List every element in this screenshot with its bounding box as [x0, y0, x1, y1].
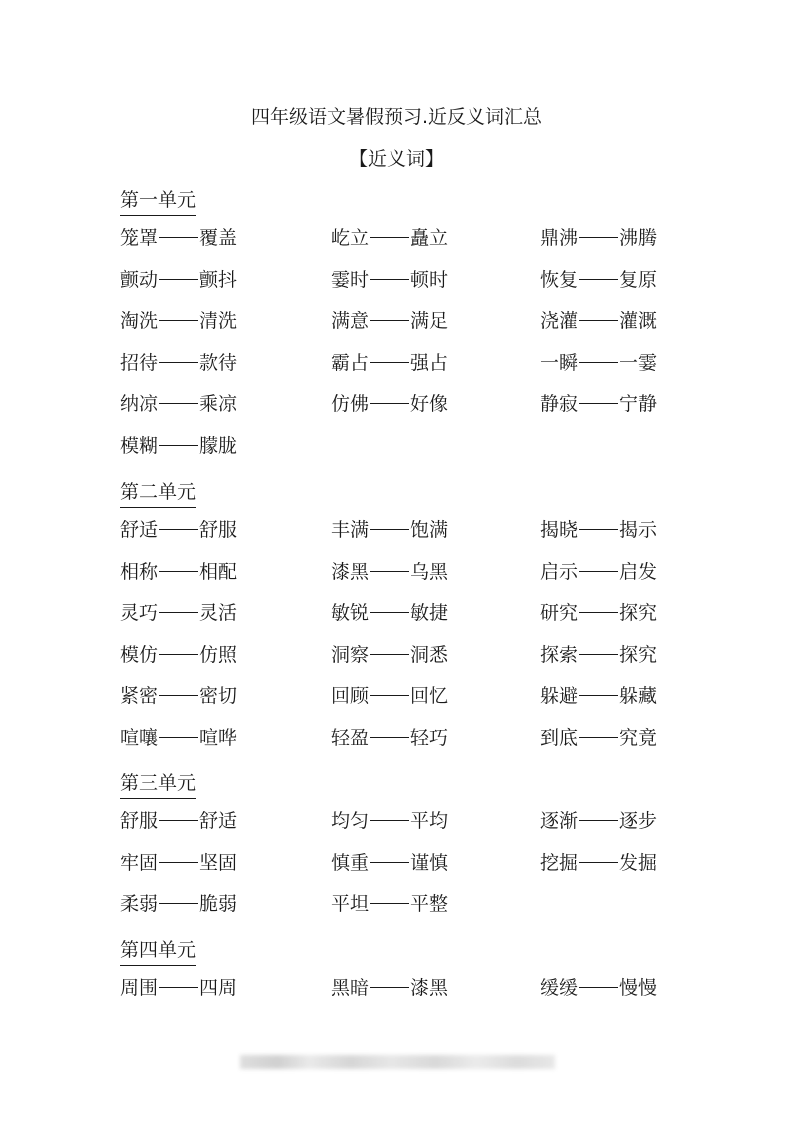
synonym-word: 沸腾: [619, 227, 658, 249]
synonym-pair: [331, 724, 448, 752]
synonym-pair: [331, 974, 448, 1002]
unit-title: 第三单元: [120, 770, 196, 799]
word-row: [120, 674, 720, 716]
word: 轻盈: [331, 726, 370, 749]
word: 舒服: [120, 810, 159, 832]
word: 周围: [120, 977, 159, 999]
dash-connector: [370, 737, 409, 738]
synonym-pair: [120, 974, 237, 1002]
dash-connector: [370, 529, 409, 530]
dash-connector: [370, 903, 409, 904]
word: 满意: [331, 310, 370, 333]
unit-section: [120, 187, 720, 466]
synonym-word: 脆弱: [199, 893, 238, 916]
word: 霎时: [331, 268, 370, 291]
dash-connector: [159, 903, 198, 904]
dash-connector: [579, 820, 618, 821]
synonym-word: 发掘: [619, 851, 658, 874]
synonym-pair: [120, 390, 237, 418]
dash-connector: [370, 695, 409, 696]
synonym-word: 复原: [619, 268, 658, 291]
synonym-word: 强占: [410, 351, 449, 374]
dash-connector: [159, 612, 198, 613]
synonym-word: 灵活: [199, 602, 238, 625]
word-row: [120, 882, 720, 924]
synonym-word: 坚固: [199, 851, 238, 874]
synonym-word: 饱满: [410, 519, 449, 541]
synonym-word: 究竟: [619, 726, 658, 749]
dash-connector: [370, 987, 409, 988]
word: 启示: [540, 560, 579, 583]
word-row: [120, 508, 720, 550]
page-title: 四年级语文暑假预习.近反义词汇总: [250, 106, 543, 128]
synonym-pair: [331, 599, 448, 627]
word: 洞察: [331, 643, 370, 666]
word: 慎重: [331, 851, 370, 874]
word: 舒适: [120, 519, 159, 541]
word-row: [120, 716, 720, 758]
synonym-word: 乌黑: [410, 560, 449, 583]
word: 到底: [540, 726, 579, 749]
dash-connector: [159, 362, 198, 363]
word: 静寂: [540, 393, 579, 416]
synonym-pair: [120, 349, 237, 377]
unit-section: [120, 479, 720, 758]
synonym-word: 回忆: [410, 685, 449, 708]
dash-connector: [159, 320, 198, 321]
synonym-pair: [331, 349, 448, 377]
synonym-word: 平均: [410, 810, 449, 832]
word: 鼎沸: [540, 227, 579, 249]
synonym-word: 相配: [199, 560, 238, 583]
synonym-word: 灌溉: [619, 310, 658, 333]
synonym-pair: [540, 558, 657, 586]
synonym-word: 平整: [410, 893, 449, 916]
synonym-pair: [540, 641, 657, 669]
synonym-pair: [120, 641, 237, 669]
synonym-pair: [120, 724, 237, 752]
synonym-word: 满足: [410, 310, 449, 333]
word: 回顾: [331, 685, 370, 708]
word: 敏锐: [331, 602, 370, 625]
synonym-pair: [120, 432, 237, 460]
word: 漆黑: [331, 560, 370, 583]
dash-connector: [579, 237, 618, 238]
dash-connector: [579, 320, 618, 321]
synonym-word: 逐步: [619, 810, 658, 832]
unit-title: 第四单元: [120, 937, 196, 966]
dash-connector: [370, 320, 409, 321]
synonym-pair: [120, 599, 237, 627]
word-row: [120, 341, 720, 383]
dash-connector: [579, 362, 618, 363]
synonym-pair: [120, 849, 237, 877]
word: 探索: [540, 643, 579, 666]
dash-connector: [370, 612, 409, 613]
dash-connector: [579, 862, 618, 863]
synonym-pair: [331, 641, 448, 669]
word: 相称: [120, 560, 159, 583]
dash-connector: [159, 820, 198, 821]
word-row: [120, 382, 720, 424]
dash-connector: [159, 279, 198, 280]
synonym-pair: [120, 807, 237, 835]
synonym-word: 谨慎: [410, 851, 449, 874]
word: 笼罩: [120, 227, 159, 249]
synonym-pair: [540, 807, 657, 835]
synonym-pair: [331, 558, 448, 586]
synonym-pair: [120, 224, 237, 252]
unit-title: 第一单元: [120, 187, 196, 216]
word-row: [120, 258, 720, 300]
word-row: [120, 550, 720, 592]
synonym-pair: [540, 682, 657, 710]
dash-connector: [579, 737, 618, 738]
synonym-pair: [120, 682, 237, 710]
blurred-footer-watermark: [240, 1055, 555, 1069]
word: 平坦: [331, 893, 370, 916]
word-row: [120, 424, 720, 466]
synonym-pair: [540, 266, 657, 294]
word: 纳凉: [120, 393, 159, 416]
dash-connector: [159, 654, 198, 655]
synonym-word: 四周: [199, 977, 238, 999]
dash-connector: [370, 862, 409, 863]
synonym-word: 宁静: [619, 393, 658, 416]
synonym-word: 启发: [619, 560, 658, 583]
synonym-word: 密切: [199, 685, 238, 708]
word: 恢复: [540, 268, 579, 291]
synonym-pair: [331, 807, 448, 835]
synonym-pair: [331, 390, 448, 418]
word-row: [120, 299, 720, 341]
dash-connector: [370, 279, 409, 280]
word-row: [120, 591, 720, 633]
dash-connector: [159, 529, 198, 530]
synonym-word: 舒适: [199, 810, 238, 832]
synonym-word: 慢慢: [619, 977, 658, 999]
dash-connector: [370, 820, 409, 821]
dash-connector: [159, 571, 198, 572]
synonym-word: 一霎: [619, 351, 658, 374]
dash-connector: [159, 403, 198, 404]
synonym-pair: [331, 516, 448, 544]
dash-connector: [579, 279, 618, 280]
synonym-word: 敏捷: [410, 602, 449, 625]
synonym-word: 喧哗: [199, 726, 238, 749]
synonym-word: 舒服: [199, 519, 238, 541]
word: 丰满: [331, 519, 370, 541]
synonym-word: 揭示: [619, 519, 658, 541]
synonym-pair: [540, 974, 657, 1002]
synonym-word: 款待: [199, 351, 238, 374]
word: 柔弱: [120, 893, 159, 916]
word: 模仿: [120, 643, 159, 666]
word-row: [120, 841, 720, 883]
synonym-word: 漆黑: [410, 977, 449, 999]
word: 屹立: [331, 227, 370, 249]
synonym-word: 洞悉: [410, 643, 449, 666]
synonym-word: 顿时: [410, 268, 449, 291]
word: 挖掘: [540, 851, 579, 874]
synonym-pair: [120, 307, 237, 335]
dash-connector: [159, 237, 198, 238]
synonym-pair: [540, 599, 657, 627]
synonym-word: 探究: [619, 602, 658, 625]
word: 招待: [120, 351, 159, 374]
synonym-word: 朦胧: [199, 434, 238, 457]
unit-section: [120, 937, 720, 1008]
synonym-pair: [120, 558, 237, 586]
synonym-pair: [331, 266, 448, 294]
synonym-pair: [540, 390, 657, 418]
dash-connector: [579, 987, 618, 988]
word: 研究: [540, 602, 579, 625]
dash-connector: [579, 403, 618, 404]
dash-connector: [370, 362, 409, 363]
synonym-word: 清洗: [199, 310, 238, 333]
word: 浇灌: [540, 310, 579, 333]
word: 均匀: [331, 810, 370, 832]
synonym-pair: [331, 682, 448, 710]
dash-connector: [579, 571, 618, 572]
dash-connector: [579, 529, 618, 530]
synonym-pair: [331, 224, 448, 252]
dash-connector: [370, 571, 409, 572]
synonym-pair: [540, 849, 657, 877]
section-heading: 【近义词】: [348, 148, 444, 170]
word: 一瞬: [540, 351, 579, 374]
synonym-word: 仿照: [199, 643, 238, 666]
synonym-word: 轻巧: [410, 726, 449, 749]
dash-connector: [159, 695, 198, 696]
synonym-pair: [120, 266, 237, 294]
word: 喧嚷: [120, 726, 159, 749]
synonym-word: 覆盖: [199, 227, 238, 249]
synonym-pair: [540, 724, 657, 752]
synonym-pair: [120, 890, 237, 918]
word: 颤动: [120, 268, 159, 291]
dash-connector: [579, 612, 618, 613]
synonym-pair: [331, 849, 448, 877]
word: 牢固: [120, 851, 159, 874]
synonym-pair: [331, 307, 448, 335]
word: 淘洗: [120, 310, 159, 333]
dash-connector: [370, 403, 409, 404]
dash-connector: [370, 654, 409, 655]
synonym-word: 颤抖: [199, 268, 238, 291]
word-row: [120, 216, 720, 258]
word: 模糊: [120, 434, 159, 457]
synonym-word: 乘凉: [199, 393, 238, 416]
synonym-word: 躲藏: [619, 685, 658, 708]
word-row: [120, 633, 720, 675]
synonym-pair: [120, 516, 237, 544]
synonym-pair: [540, 307, 657, 335]
dash-connector: [370, 237, 409, 238]
synonym-word: 矗立: [410, 227, 449, 249]
dash-connector: [579, 654, 618, 655]
word: 霸占: [331, 351, 370, 374]
unit-title: 第二单元: [120, 479, 196, 508]
synonym-word: 探究: [619, 643, 658, 666]
word: 逐渐: [540, 810, 579, 832]
synonym-pair: [540, 349, 657, 377]
synonym-word: 好像: [410, 393, 449, 416]
word: 缓缓: [540, 977, 579, 999]
unit-section: [120, 770, 720, 924]
dash-connector: [159, 445, 198, 446]
dash-connector: [159, 862, 198, 863]
dash-connector: [159, 987, 198, 988]
synonym-pair: [540, 224, 657, 252]
word-row: [120, 966, 720, 1008]
word: 揭晓: [540, 519, 579, 541]
word: 灵巧: [120, 602, 159, 625]
dash-connector: [159, 737, 198, 738]
dash-connector: [579, 695, 618, 696]
word-row: [120, 799, 720, 841]
synonym-pair: [540, 516, 657, 544]
synonym-pair: [331, 890, 448, 918]
word: 紧密: [120, 685, 159, 708]
word: 仿佛: [331, 393, 370, 416]
word: 黑暗: [331, 977, 370, 999]
word: 躲避: [540, 685, 579, 708]
